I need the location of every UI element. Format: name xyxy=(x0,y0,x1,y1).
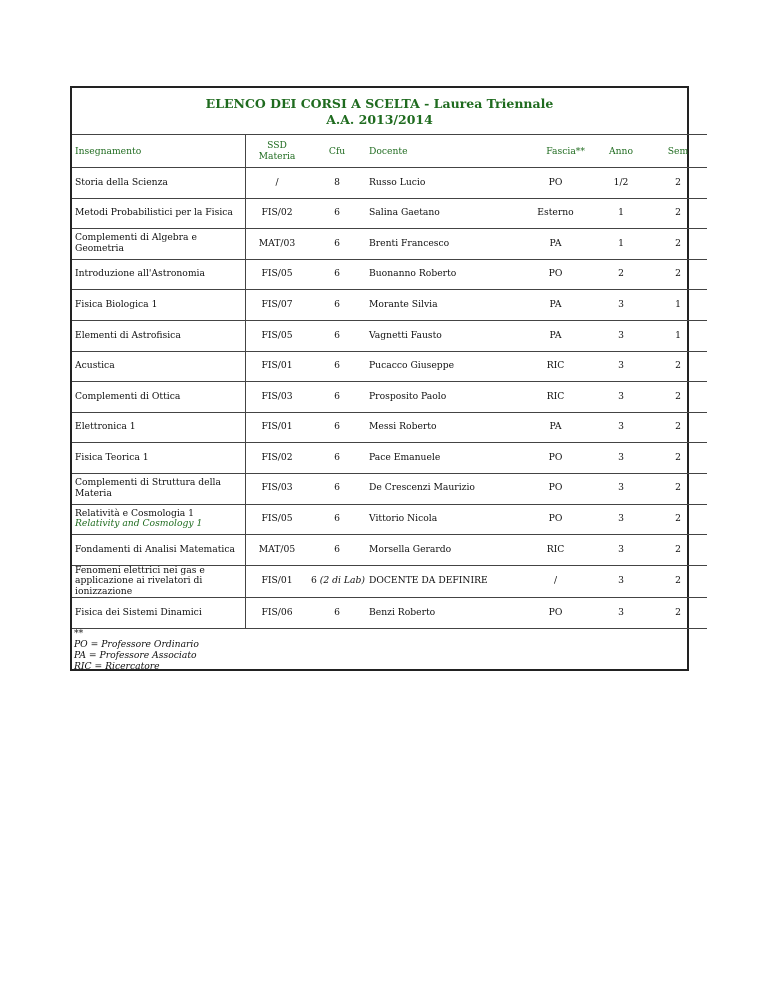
course-name: Complementi di Struttura della Materia xyxy=(75,477,221,499)
cell-insegnamento xyxy=(72,443,246,474)
cell-fascia: PO xyxy=(518,443,593,474)
cell-anno: 1 xyxy=(593,229,649,260)
header-docente: Docente xyxy=(366,135,518,168)
course-name: Fondamenti di Analisi Matematica xyxy=(75,543,235,555)
document-title xyxy=(72,96,687,128)
cell-docente: Salina Gaetano xyxy=(366,198,518,229)
cell-fascia: RIC xyxy=(518,382,593,413)
cell-anno: 3 xyxy=(593,290,649,321)
cell-anno: 1 xyxy=(593,198,649,229)
cell-ssd: FIS/02 xyxy=(246,198,309,229)
header-cfu: Cfu xyxy=(308,135,366,168)
cfu-value: 6 xyxy=(334,482,340,494)
cell-docente: Russo Lucio xyxy=(366,168,518,199)
cell-docente: Morsella Gerardo xyxy=(366,535,518,566)
cell-insegnamento xyxy=(72,351,246,382)
cell-anno: 3 xyxy=(593,412,649,443)
cell-anno: 3 xyxy=(593,443,649,474)
cfu-value: 6 xyxy=(334,207,340,219)
cell-docente: Buonanno Roberto xyxy=(366,259,518,290)
cell-fascia: PA xyxy=(518,412,593,443)
cell-sem: 2 xyxy=(649,351,707,382)
course-name: Fisica dei Sistemi Dinamici xyxy=(75,606,202,618)
cell-anno: 3 xyxy=(593,504,649,535)
course-name-english: Relativity and Cosmology 1 xyxy=(75,518,203,530)
legend-ric: RIC = Ricercatore xyxy=(74,661,160,672)
cell-anno: 3 xyxy=(593,473,649,504)
legend-mark: ** xyxy=(74,628,84,639)
cell-cfu xyxy=(308,351,366,382)
cell-sem: 2 xyxy=(649,198,707,229)
cell-ssd: FIS/05 xyxy=(246,320,309,351)
cfu-value: 6 xyxy=(334,237,340,249)
cell-sem: 2 xyxy=(649,443,707,474)
cell-insegnamento xyxy=(72,565,246,598)
cfu-value: 6 xyxy=(334,421,340,433)
table-row xyxy=(72,504,707,535)
course-name: Elettronica 1 xyxy=(75,421,136,433)
cell-fascia: RIC xyxy=(518,535,593,566)
cell-fascia: RIC xyxy=(518,351,593,382)
cell-cfu xyxy=(308,168,366,199)
cell-anno: 3 xyxy=(593,320,649,351)
cell-fascia: PA xyxy=(518,229,593,260)
cell-fascia: PO xyxy=(518,168,593,199)
cfu-value: 8 xyxy=(334,176,340,188)
course-list-frame xyxy=(70,86,689,671)
cell-fascia: PA xyxy=(518,290,593,321)
cell-ssd: FIS/01 xyxy=(246,412,309,443)
cell-docente: Benzi Roberto xyxy=(366,598,518,629)
cell-fascia: PO xyxy=(518,598,593,629)
cell-docente: DOCENTE DA DEFINIRE xyxy=(366,565,518,598)
cell-sem: 2 xyxy=(649,229,707,260)
table-row xyxy=(72,320,707,351)
cell-insegnamento xyxy=(72,320,246,351)
cell-fascia: PO xyxy=(518,504,593,535)
course-name: Fisica Biologica 1 xyxy=(75,298,158,310)
cfu-value: 6 xyxy=(311,575,317,587)
cell-cfu xyxy=(308,565,366,598)
cell-anno: 2 xyxy=(593,259,649,290)
table-row xyxy=(72,598,707,629)
course-name: Introduzione all'Astronomia xyxy=(75,268,205,280)
cell-docente: Pucacco Giuseppe xyxy=(366,351,518,382)
table-row xyxy=(72,198,707,229)
header-fascia: Fascia** xyxy=(518,135,593,168)
course-name: Complementi di Ottica xyxy=(75,390,181,402)
course-name: Elementi di Astrofisica xyxy=(75,329,181,341)
cfu-value: 6 xyxy=(334,451,340,463)
cell-insegnamento xyxy=(72,198,246,229)
cell-cfu xyxy=(308,535,366,566)
cfu-value: 6 xyxy=(334,513,340,525)
cell-sem: 2 xyxy=(649,259,707,290)
cell-cfu xyxy=(308,443,366,474)
cell-insegnamento xyxy=(72,290,246,321)
cell-ssd: FIS/05 xyxy=(246,259,309,290)
header-sem: Sem xyxy=(649,135,707,168)
cell-cfu xyxy=(308,598,366,629)
table-header-row xyxy=(72,135,707,168)
cell-sem: 2 xyxy=(649,382,707,413)
cell-sem: 2 xyxy=(649,412,707,443)
cell-cfu xyxy=(308,229,366,260)
legend-po: PO = Professore Ordinario xyxy=(74,639,199,650)
header-insegnamento: Insegnamento xyxy=(72,135,246,168)
cell-insegnamento xyxy=(72,412,246,443)
cell-insegnamento xyxy=(72,598,246,629)
title-line-1: ELENCO DEI CORSI A SCELTA - Laurea Triennale xyxy=(205,96,554,111)
course-name: Relatività e Cosmologia 1 xyxy=(75,507,195,519)
cell-fascia: PA xyxy=(518,320,593,351)
cell-fascia: PO xyxy=(518,259,593,290)
cell-cfu xyxy=(308,290,366,321)
header-ssd-line-2: Materia xyxy=(258,151,296,162)
courses-table xyxy=(72,134,707,629)
cell-ssd: FIS/03 xyxy=(246,382,309,413)
cell-cfu xyxy=(308,412,366,443)
cell-sem: 1 xyxy=(649,320,707,351)
cell-ssd: FIS/01 xyxy=(246,565,309,598)
cfu-value: 6 xyxy=(334,390,340,402)
cell-sem: 2 xyxy=(649,473,707,504)
fascia-legend xyxy=(74,628,199,672)
cell-docente: Messi Roberto xyxy=(366,412,518,443)
cell-cfu xyxy=(308,259,366,290)
cell-insegnamento xyxy=(72,535,246,566)
cell-ssd: / xyxy=(246,168,309,199)
cfu-value: 6 xyxy=(334,606,340,618)
cell-ssd: MAT/03 xyxy=(246,229,309,260)
cell-fascia: / xyxy=(518,565,593,598)
cell-ssd: MAT/05 xyxy=(246,535,309,566)
cell-sem: 2 xyxy=(649,535,707,566)
cell-fascia: Esterno xyxy=(518,198,593,229)
cell-sem: 2 xyxy=(649,565,707,598)
header-ssd-line-1: SSD xyxy=(267,140,287,151)
cell-ssd: FIS/01 xyxy=(246,351,309,382)
table-row xyxy=(72,351,707,382)
cell-anno: 3 xyxy=(593,382,649,413)
cell-docente: De Crescenzi Maurizio xyxy=(366,473,518,504)
cell-docente: Brenti Francesco xyxy=(366,229,518,260)
table-row xyxy=(72,290,707,321)
cell-ssd: FIS/05 xyxy=(246,504,309,535)
cell-insegnamento xyxy=(72,259,246,290)
cell-sem: 2 xyxy=(649,168,707,199)
cfu-value: 6 xyxy=(334,298,340,310)
cfu-note: (2 di Lab) xyxy=(319,575,365,587)
cell-insegnamento xyxy=(72,504,246,535)
cell-insegnamento xyxy=(72,229,246,260)
legend-pa: PA = Professore Associato xyxy=(74,650,197,661)
cell-docente: Prosposito Paolo xyxy=(366,382,518,413)
cell-docente: Vagnetti Fausto xyxy=(366,320,518,351)
cell-docente: Pace Emanuele xyxy=(366,443,518,474)
table-body xyxy=(72,168,707,629)
cell-insegnamento xyxy=(72,168,246,199)
table-row xyxy=(72,443,707,474)
cell-anno: 3 xyxy=(593,565,649,598)
cell-cfu xyxy=(308,473,366,504)
course-name: Metodi Probabilistici per la Fisica xyxy=(75,207,233,219)
cell-ssd: FIS/06 xyxy=(246,598,309,629)
table-row xyxy=(72,229,707,260)
table-row xyxy=(72,259,707,290)
table-row xyxy=(72,168,707,199)
cell-docente: Morante Silvia xyxy=(366,290,518,321)
cell-fascia: PO xyxy=(518,473,593,504)
cell-insegnamento xyxy=(72,382,246,413)
table-row xyxy=(72,535,707,566)
cell-insegnamento xyxy=(72,473,246,504)
header-anno: Anno xyxy=(593,135,649,168)
cell-anno: 3 xyxy=(593,598,649,629)
cell-cfu xyxy=(308,504,366,535)
course-name: Acustica xyxy=(75,360,115,372)
course-name: Fenomeni elettrici nei gas e applicazione ai rivelatori di ionizzazione xyxy=(75,564,205,597)
cell-cfu xyxy=(308,198,366,229)
table-row xyxy=(72,382,707,413)
course-name: Storia della Scienza xyxy=(75,176,168,188)
cell-anno: 1/2 xyxy=(593,168,649,199)
cell-docente: Vittorio Nicola xyxy=(366,504,518,535)
header-ssd xyxy=(246,135,309,168)
cell-cfu xyxy=(308,382,366,413)
table-row xyxy=(72,565,707,598)
title-line-2: A.A. 2013/2014 xyxy=(326,112,433,127)
cfu-value: 6 xyxy=(334,268,340,280)
cell-sem: 2 xyxy=(649,598,707,629)
cell-cfu xyxy=(308,320,366,351)
cfu-value: 6 xyxy=(334,360,340,372)
cell-ssd: FIS/07 xyxy=(246,290,309,321)
cell-sem: 1 xyxy=(649,290,707,321)
table-row xyxy=(72,473,707,504)
cell-ssd: FIS/03 xyxy=(246,473,309,504)
course-name: Complementi di Algebra e Geometria xyxy=(75,232,197,254)
cfu-value: 6 xyxy=(334,329,340,341)
cell-ssd: FIS/02 xyxy=(246,443,309,474)
cell-anno: 3 xyxy=(593,351,649,382)
course-name: Fisica Teorica 1 xyxy=(75,451,149,463)
table-row xyxy=(72,412,707,443)
cell-anno: 3 xyxy=(593,535,649,566)
cell-sem: 2 xyxy=(649,504,707,535)
cfu-value: 6 xyxy=(334,543,340,555)
